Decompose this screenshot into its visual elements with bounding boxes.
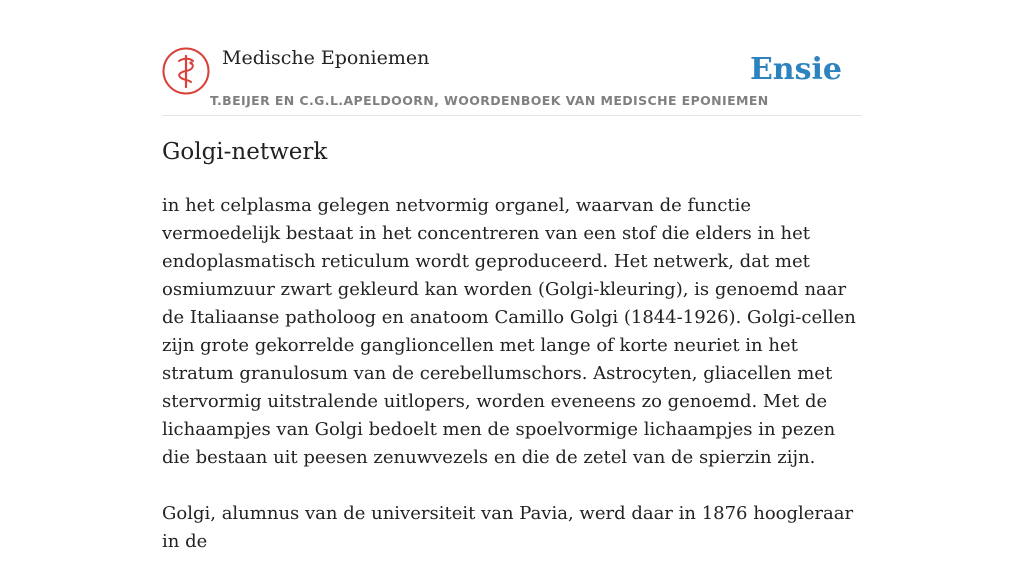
header-divider: [162, 115, 862, 116]
source-header: [162, 46, 862, 116]
entry-title: Golgi-netwerk: [162, 139, 328, 165]
source-title[interactable]: Medische Eponiemen: [222, 47, 430, 69]
entry-body: [162, 192, 862, 584]
caduceus-icon[interactable]: [162, 47, 210, 95]
entry-paragraph: in het celplasma gelegen netvormig organel, waarvan de functie vermoedelijk bestaat in het concentreren van een stof die elders in het endoplasmatisch reticulum wordt geproduceerd. Het netwerk, dat met osmiumzuur zwart gekleurd kan worden (Golgi-kleuring), is genoemd naar de Italiaanse patholoog en anatoom Camillo Golgi (1844-1926). Golgi-cellen zijn grote gekorrelde ganglioncellen met lange of korte neuriet in het stratum granulosum van de cerebellumschors. Astrocyten, gliacellen met stervormig uitstralende uitlopers, worden eveneens zo genoemd. Met de lichaampjes van Golgi bedoelt men de spoelvormige lichaampjes in pezen die bestaan uit peesen zenuwvezels en die de zetel van de spierzin zijn.: [162, 195, 856, 468]
entry-paragraph: Golgi, alumnus van de universiteit van Pavia, werd daar in 1876 hoogleraar in de: [162, 503, 854, 552]
source-subtitle: T.BEIJER EN C.G.L.APELDOORN, WOORDENBOEK VAN MEDISCHE EPONIEMEN: [210, 93, 769, 108]
ensie-logo[interactable]: Ensie: [749, 52, 842, 87]
